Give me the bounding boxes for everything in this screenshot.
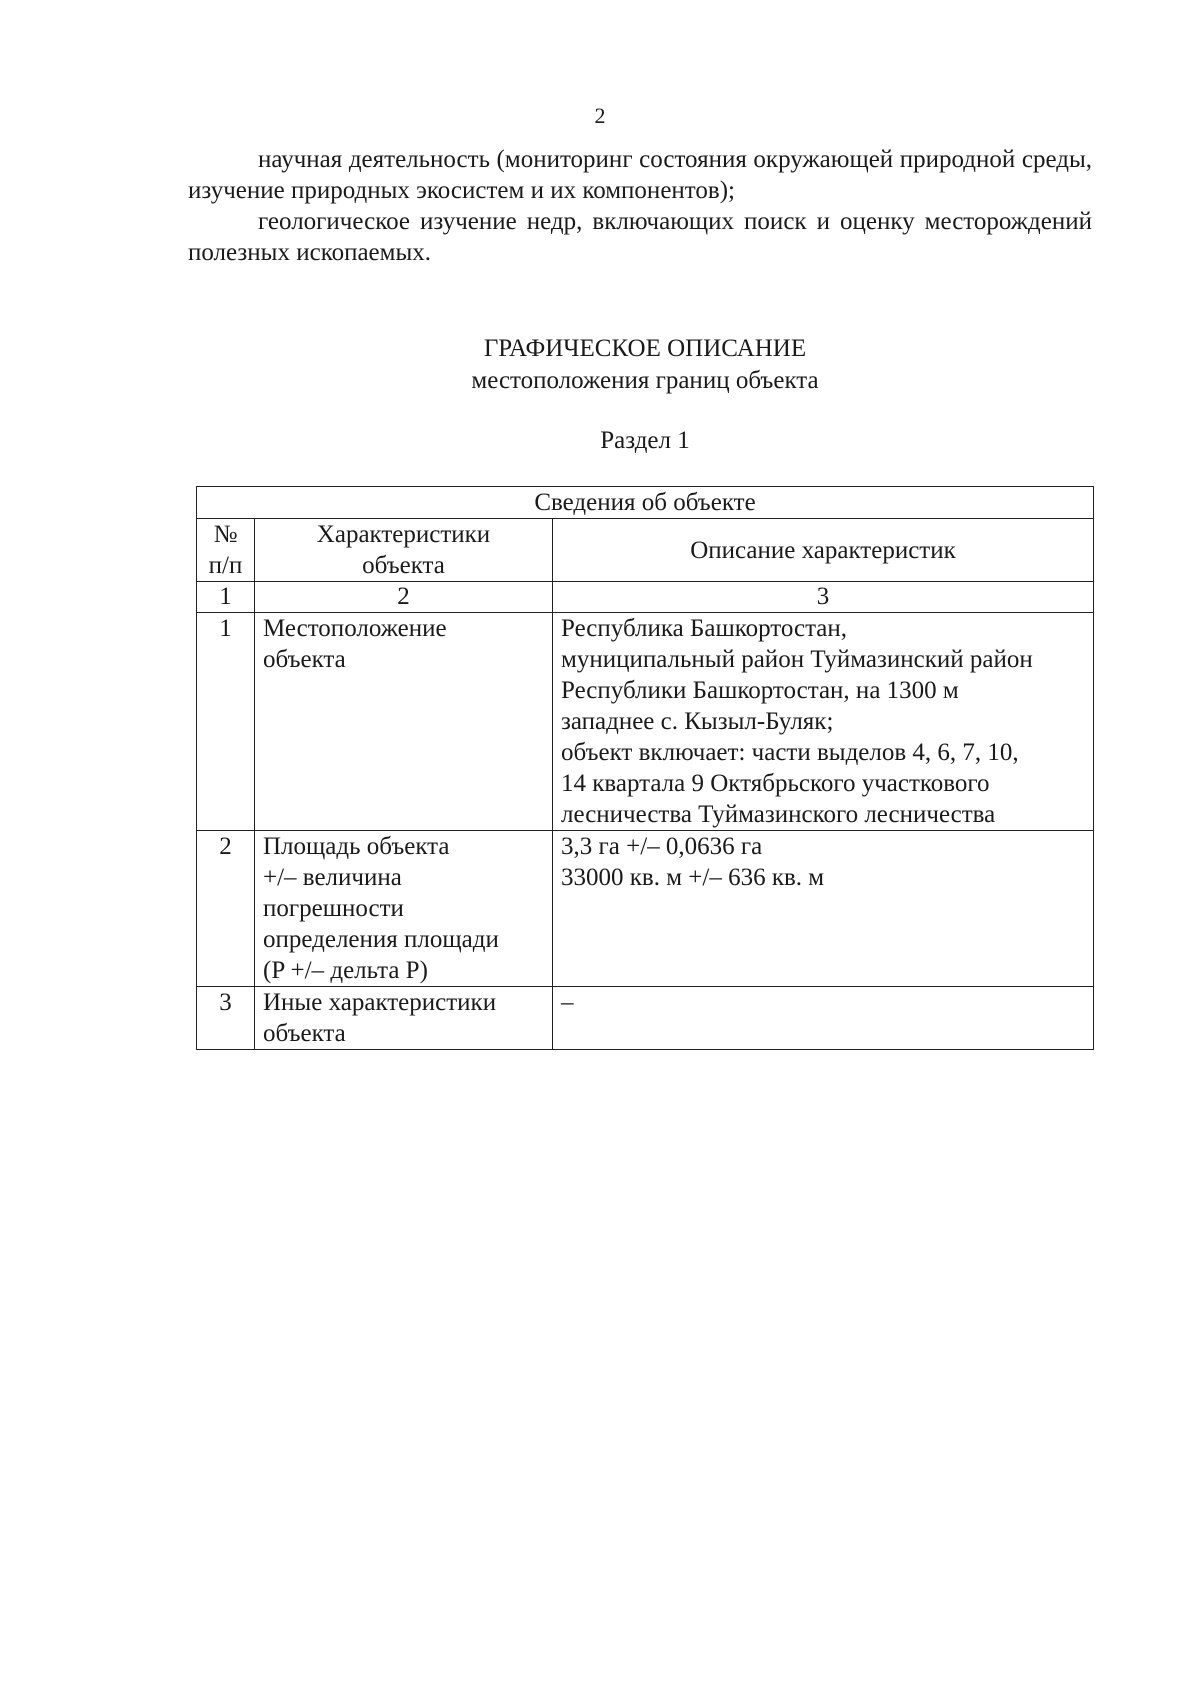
intro-paragraph-1: научная деятельность (мониторинг состояния окружающей природной среды, изучение природных экосистем и их компонентов);	[188, 146, 1092, 204]
row-characteristic: Площадь объекта +/– величина погрешности определения площади (P +/– дельта P)	[255, 831, 553, 987]
row-num: 3	[197, 987, 255, 1050]
column-number-1: 1	[197, 582, 255, 613]
table-caption: Сведения об объекте	[197, 487, 1094, 519]
header-num: № п/п	[197, 519, 255, 582]
column-number-3: 3	[553, 582, 1094, 613]
row-description: 3,3 га +/– 0,0636 га 33000 кв. м +/– 636 кв. м	[553, 831, 1094, 987]
intro-text	[188, 144, 1092, 268]
column-number-2: 2	[255, 582, 553, 613]
document-subtitle: местоположения границ объекта	[471, 367, 819, 394]
column-number-row	[197, 582, 1094, 613]
row-description: Республика Башкортостан, муниципальный район Туймазинский район Республики Башкортостан, на 1300 м западнее с. Кызыл-Буляк; объект включает: части выделов 4, 6, 7, 10, 14 квартала 9 Октябрьского участкового лесничества Туймазинского лесничества	[553, 613, 1094, 831]
section-label: Раздел 1	[600, 427, 690, 454]
table-row	[197, 831, 1094, 987]
document-title: ГРАФИЧЕСКОЕ ОПИСАНИЕ	[483, 335, 807, 362]
row-num: 2	[197, 831, 255, 987]
object-info-table	[196, 486, 1094, 1050]
header-description: Описание характеристик	[553, 519, 1094, 582]
row-description: –	[553, 987, 1094, 1050]
table-row	[197, 613, 1094, 831]
intro-paragraph-2: геологическое изучение недр, включающих поиск и оценку месторождений полезных ископаемых.	[188, 208, 1092, 266]
header-characteristic: Характеристики объекта	[255, 519, 553, 582]
row-num: 1	[197, 613, 255, 831]
row-characteristic: Иные характеристики объекта	[255, 987, 553, 1050]
table-header-row	[197, 519, 1094, 582]
page-number: 2	[594, 103, 606, 128]
row-characteristic: Местоположение объекта	[255, 613, 553, 831]
table-caption-row	[197, 487, 1094, 519]
table-row	[197, 987, 1094, 1050]
